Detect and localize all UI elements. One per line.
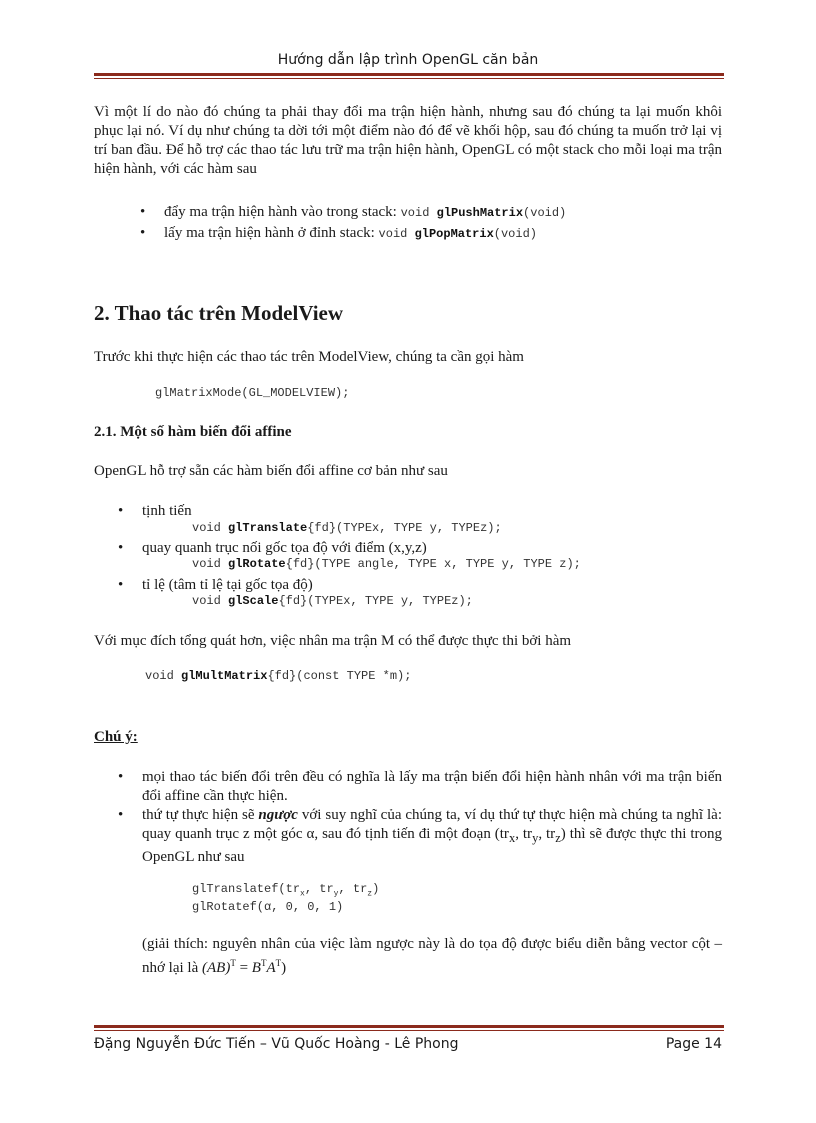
page-number: Page 14 (665, 1036, 722, 1052)
bullet-icon: • (118, 769, 124, 785)
bullet-icon: • (118, 577, 124, 593)
code-line: void glRotate{fd}(TYPE angle, TYPE x, TYPE y, TYPE z); (192, 557, 581, 571)
footer-rule (94, 1025, 724, 1028)
section21-paragraph-2: Với mục đích tổng quát hơn, việc nhân ma trận M có thể được thực thi bởi hàm (94, 633, 572, 649)
list-item: • quay quanh trục nối gốc tọa độ với điểm (x,y,z) (118, 540, 427, 556)
code-line: glRotatef(α, 0, 0, 1) (192, 900, 344, 914)
note-title: Chú ý: (94, 729, 138, 745)
list-item: • tịnh tiến (118, 503, 192, 519)
page-header-title: Hướng dẫn lập trình OpenGL căn bản (277, 52, 539, 68)
header-rule-thin (94, 78, 724, 79)
section-heading: 2. Thao tác trên ModelView (94, 301, 344, 325)
footer-rule-thin (94, 1030, 724, 1031)
list-item: • lấy ma trận hiện hành ở đỉnh stack: void glPopMatrix(void) (140, 225, 537, 241)
list-item: • đẩy ma trận hiện hành vào trong stack: void glPushMatrix(void) (140, 204, 567, 220)
list-item: • tỉ lệ (tâm tỉ lệ tại gốc tọa độ) (118, 577, 313, 593)
code-line: $glTranslatef(tr_x$, $tr_y$, $tr_z$) (192, 882, 380, 899)
code-line: void glScale{fd}(TYPEx, TYPE y, TYPEz); (192, 594, 473, 608)
bullet-icon: • (118, 807, 124, 823)
bullet-icon: • (118, 540, 124, 556)
code-line: glMatrixMode(GL_MODELVIEW); (155, 386, 350, 400)
bullet-icon: • (140, 204, 146, 220)
list-item: • thứ tự thực hiện sẽ ngược với suy nghĩ của chúng ta, ví dụ thứ tự thực hiện mà chúng ta nghĩ là: quay quanh trục z một góc α, sau đó tịnh tiến đi một đoạn ($tr_x$, $tr_y$, $tr_z$) thì sẽ được thực thi trong OpenGL như sau (118, 807, 723, 865)
subsection-heading: 2.1. Một số hàm biến đổi affine (94, 424, 292, 440)
list-item: • mọi thao tác biến đổi trên đều có nghĩa là lấy ma trận biến đổi hiện hành nhân với ma trận biến đổi affine cần thực hiện. (118, 769, 722, 804)
section2-paragraph: Trước khi thực hiện các thao tác trên ModelView, chúng ta cần gọi hàm (94, 349, 524, 365)
note-explanation: (giải thích: nguyên nhân của việc làm ngược này là do tọa độ được biểu diễn bằng vector cột – nhớ lại là $(AB)^T = B^TA^T$) (142, 936, 722, 976)
intro-paragraph: Vì một lí do nào đó chúng ta phải thay đổi ma trận hiện hành, nhưng sau đó chúng ta lại muốn khôi phục lại nó. Ví dụ như chúng ta dời tới một điểm nào đó để vẽ khối hộp, sau đó chúng ta muốn trở lại vị trí ban đầu. Để hỗ trợ các thao tác lưu trữ ma trận hiện hành, OpenGL có một stack cho mỗi loại ma trận hiện hành, với các hàm sau (94, 104, 722, 177)
code-line: void glMultMatrix{fd}(const TYPE *m); (145, 669, 412, 683)
code-line: void glTranslate{fd}(TYPEx, TYPE y, TYPEz); (192, 521, 502, 535)
header-rule (94, 73, 724, 76)
section21-paragraph: OpenGL hỗ trợ sẵn các hàm biến đổi affine cơ bản như sau (94, 463, 448, 479)
bullet-icon: • (118, 503, 124, 519)
footer-authors: Đặng Nguyễn Đức Tiến – Vũ Quốc Hoàng - Lê Phong (94, 1036, 459, 1052)
bullet-icon: • (140, 225, 146, 241)
